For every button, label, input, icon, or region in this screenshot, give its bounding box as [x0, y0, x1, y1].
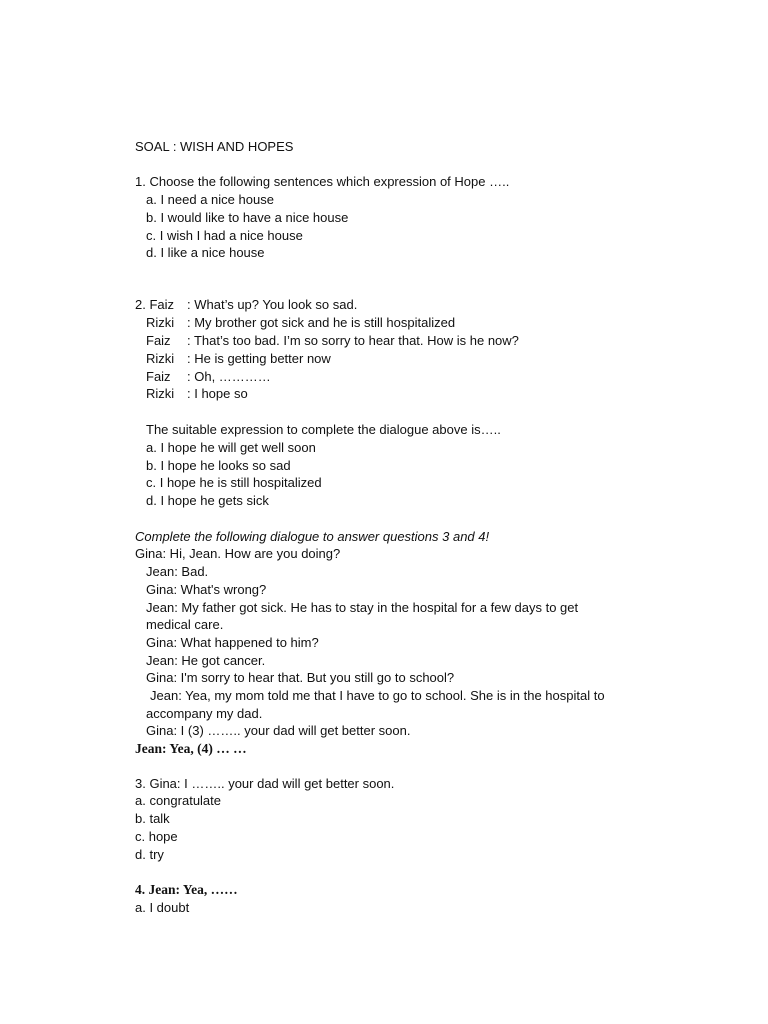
q1-option-b: b. I would like to have a nice house	[146, 210, 349, 225]
q2-dialogue-line	[146, 368, 271, 386]
q1-option-a: a. I need a nice house	[146, 192, 274, 207]
q3-option-b: b. talk	[135, 811, 170, 826]
q1-question: 1. Choose the following sentences which expression of Hope …..	[135, 174, 510, 189]
dialogue2-line: Gina: What happened to him?	[146, 635, 319, 650]
q2-option-b: b. I hope he looks so sad	[146, 458, 291, 473]
q2-option-a: a. I hope he will get well soon	[146, 440, 316, 455]
dialogue2-line: Gina: I (3) …….. your dad will get better soon.	[146, 723, 411, 738]
q2-speaker: Faiz	[146, 333, 171, 348]
q3-option-d: d. try	[135, 847, 164, 862]
q2-option-c: c. I hope he is still hospitalized	[146, 475, 322, 490]
q2-utterance: : Oh, …………	[187, 369, 271, 384]
q2-dialogue-line	[146, 350, 331, 368]
q3-option-c: c. hope	[135, 829, 178, 844]
q2-speaker: Rizki	[146, 351, 175, 366]
q4-question: 4. Jean: Yea, ……	[135, 882, 238, 897]
q2-dialogue-line	[146, 314, 455, 332]
dialogue2-line: Jean: My father got sick. He has to stay in the hospital for a few days to get	[146, 600, 579, 615]
dialogue2-line: Gina: What's wrong?	[146, 582, 267, 597]
q3-question: 3. Gina: I …….. your dad will get better soon.	[135, 776, 395, 791]
dialogue2-line: Jean: Bad.	[146, 564, 209, 579]
q2-speaker: 2. Faiz	[135, 297, 175, 312]
q2-dialogue-line	[146, 385, 248, 403]
q2-utterance: : My brother got sick and he is still hospitalized	[187, 315, 456, 330]
q2-speaker: Faiz	[146, 369, 171, 384]
q3-option-a: a. congratulate	[135, 793, 222, 808]
q2-speaker: Rizki	[146, 386, 175, 401]
dialogue2-bold-line: Jean: Yea, (4) … …	[135, 741, 247, 756]
instruction: Complete the following dialogue to answer questions 3 and 4!	[135, 529, 490, 544]
q1-option-d: d. I like a nice house	[146, 245, 265, 260]
q2-utterance: : That’s too bad. I’m so sorry to hear that. How is he now?	[187, 333, 519, 348]
dialogue2-line: Jean: Yea, my mom told me that I have to go to school. She is in the hospital to	[150, 688, 605, 703]
q2-utterance: : I hope so	[187, 386, 248, 401]
q2-question: The suitable expression to complete the dialogue above is…..	[146, 422, 501, 437]
q2-option-d: d. I hope he gets sick	[146, 493, 269, 508]
dialogue2-line: Jean: He got cancer.	[146, 653, 266, 668]
q2-utterance: : He is getting better now	[187, 351, 331, 366]
dialogue2-line: Gina: Hi, Jean. How are you doing?	[135, 546, 341, 561]
q2-dialogue-line	[146, 332, 519, 350]
q1-option-c: c. I wish I had a nice house	[146, 228, 303, 243]
page-title: SOAL : WISH AND HOPES	[135, 139, 294, 154]
q4-option-a: a. I doubt	[135, 900, 190, 915]
q2-speaker: Rizki	[146, 315, 175, 330]
dialogue2-line: accompany my dad.	[146, 706, 263, 721]
q2-dialogue-line	[135, 296, 357, 314]
dialogue2-line: medical care.	[146, 617, 224, 632]
dialogue2-line: Gina: I'm sorry to hear that. But you still go to school?	[146, 670, 455, 685]
q2-utterance: : What’s up? You look so sad.	[187, 297, 358, 312]
